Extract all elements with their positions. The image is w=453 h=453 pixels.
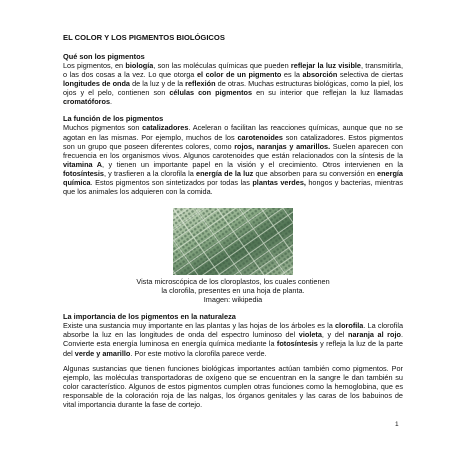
figure-caption: Vista microscópica de los cloroplastos, los cuales contienen la clorofila, presentes en una hoja de planta. Imagen: wikipedia <box>136 277 330 305</box>
paragraph-sustancias: Algunas sustancias que tienen funciones biológicas importantes actúan también como pigmentos. Por ejemplo, las moléculas transportadoras de oxígeno que se encuentran en la sangre le dan también su color característico. Algunos de estos pigmentos cumplen otras funciones como la hemoglobina, que es responsable de la coloración roja de las nalgas, los órganos genitales y las caras de los babuinos de vital importancia durante la fase de cortejo. <box>63 363 403 409</box>
figure-chloroplasts <box>63 208 403 304</box>
chloroplast-micrograph <box>173 208 293 275</box>
paragraph-que-son: Los pigmentos, en biología, son las moléculas químicas que pueden reflejar la luz visible, transmitirla, o las dos cosas a la vez. Lo que otorga el color de un pigmento es la absorción selectiva de ciertas longitudes de onda de la luz y de la reflexión de otras. Muchas estructuras biológicas, como la piel, los ojos y el pelo, contienen son células con pigmentos en su interior que reflejan la luz llamadas cromatóforos. <box>63 61 404 107</box>
paragraph-funcion: Muchos pigmentos son catalizadores. Aceleran o facilitan las reacciones químicas, aunque que no se agotan en las mismas. Por ejemplo, muchos de los carotenoides son catalizadores. Estos pigmentos son un grupo que poseen diferentes colores, como rojos, naranjas y amarillos. Suelen aparecen con frecuencia en los organismos vivos. Algunos carotenoides que están relacionados con la síntesis de la vitamina A, y tienen un importante papel en la visión y el crecimiento. Otros intervienen en la fotosíntesis, y trasfieren a la clorofila la energía de la luz que absorben para su conversión en energía química. Estos pigmentos son sintetizados por todas las plantas verdes, hongos y bacterias, mientras que los animales los adquieren con la comida. <box>63 123 403 197</box>
section-heading-importancia: La importancia de los pigmentos en la naturaleza <box>63 312 236 322</box>
section-heading-funcion: La función de los pigmentos <box>63 114 164 124</box>
section-heading-que-son: Qué son los pigmentos <box>63 52 145 61</box>
paragraph-importancia: Existe una sustancia muy importante en las plantas y las hojas de los árboles es la clorofila. La clorofila absorbe la luz en las longitudes de onda del espectro luminoso del violeta, y del naranja al rojo. Convierte esta energía luminosa en energía química mediante la fotosíntesis y refleja la luz de la parte del verde y amarillo. Por este motivo la clorofila parece verde. <box>63 321 403 358</box>
document-content <box>63 33 403 409</box>
page-number: 1 <box>395 421 399 428</box>
document-title: EL COLOR Y LOS PIGMENTOS BIOLÓGICOS <box>63 33 225 42</box>
